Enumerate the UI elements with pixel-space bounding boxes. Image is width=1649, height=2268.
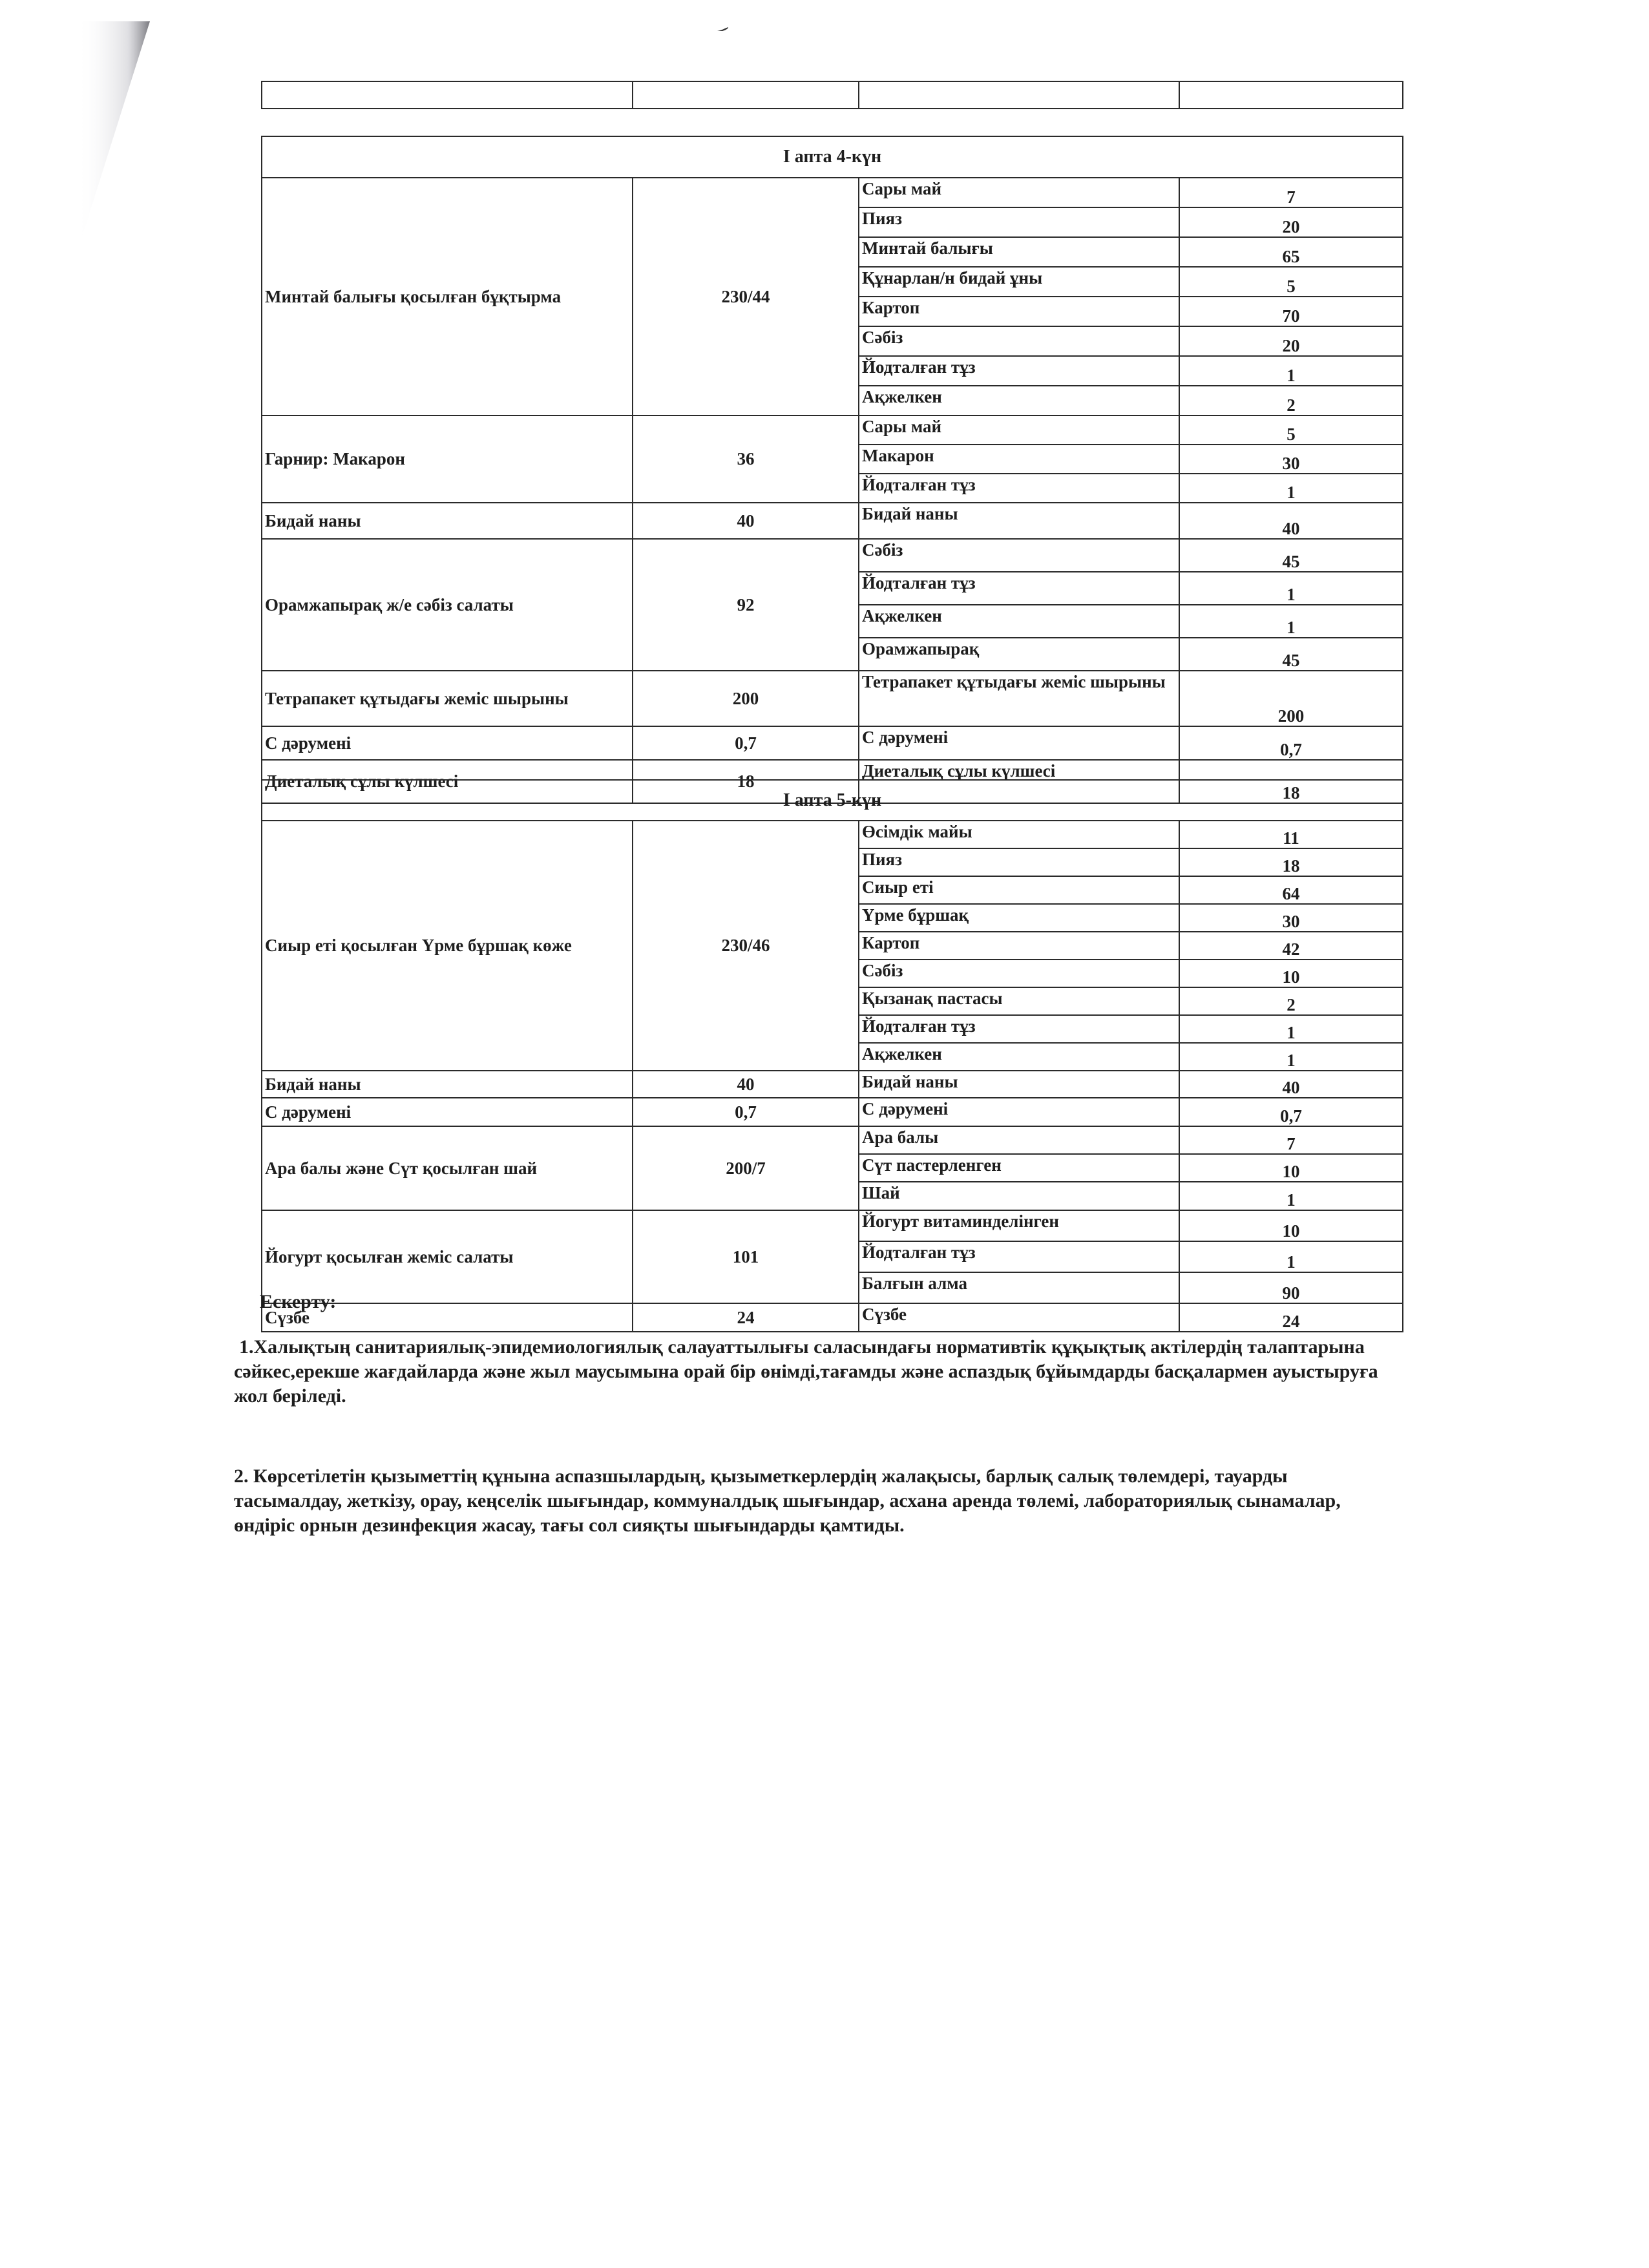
ingredient-name: Тетрапакет құтыдағы жеміс шырыны [859, 671, 1179, 726]
ingredient-qty: 18 [1179, 760, 1403, 803]
ingredient-qty: 10 [1179, 960, 1403, 987]
ingredient-name: Диеталық сұлы күлшесі [859, 760, 1179, 803]
ingredient-qty: 1 [1179, 356, 1403, 386]
ingredient-name: Йодталған тұз [859, 1241, 1179, 1272]
ingredient-qty: 0,7 [1179, 1098, 1403, 1126]
note-item-1: 1.Халықтың санитариялық-эпидемиологиялық салауаттылығы саласындағы нормативтік құқықтық актілердің талаптарына сәйкес,ерекше жағдайларда және жыл маусымына орай бір өнімді,тағамды және аспаздық бұйымдарды басқалармен ауыстыруға жол беріледі. [234, 1336, 1378, 1407]
ingredient-qty: 65 [1179, 237, 1403, 267]
ingredient-name: Ақжелкен [859, 386, 1179, 415]
dish-name: Диеталық сұлы күлшесі [262, 760, 633, 803]
ingredient-name: Балғын алма [859, 1272, 1179, 1303]
ingredient-qty: 10 [1179, 1154, 1403, 1182]
ingredient-qty: 200 [1179, 671, 1403, 726]
dish-portion: 92 [633, 539, 859, 671]
dish-name: С дәрумені [262, 1098, 633, 1126]
dish-name: С дәрумені [262, 726, 633, 760]
dish-portion: 200 [633, 671, 859, 726]
dish-portion: 0,7 [633, 726, 859, 760]
dish-portion: 230/46 [633, 821, 859, 1071]
ingredient-qty: 5 [1179, 415, 1403, 445]
ingredient-name: С дәрумені [859, 726, 1179, 760]
dish-portion: 24 [633, 1303, 859, 1332]
ingredient-name: Өсімдік майы [859, 821, 1179, 848]
dish-portion: 0,7 [633, 1098, 859, 1126]
empty-cell [1179, 81, 1403, 109]
day-header-row [262, 780, 1403, 821]
dish-portion: 18 [633, 760, 859, 803]
empty-cell [859, 81, 1179, 109]
ingredient-qty: 18 [1179, 848, 1403, 876]
ingredient-name: Минтай балығы [859, 237, 1179, 267]
day-title: I апта 4-күн [262, 136, 1403, 178]
dish-name: Тетрапакет құтыдағы жеміс шырыны [262, 671, 633, 726]
dish-portion: 200/7 [633, 1126, 859, 1210]
ingredient-name: Картоп [859, 297, 1179, 326]
ingredient-qty: 11 [1179, 821, 1403, 848]
ingredient-row [262, 1126, 1403, 1154]
ingredient-name: Сүзбе [859, 1303, 1179, 1332]
note-item-2: 2. Көрсетілетін қызыметтің құнына аспазшылардың, қызыметкерлердің жалақысы, барлық салық төлемдері, тауарды тасымалдау, жеткізу, орау, кеңселік шығындар, коммуналдық шығындар, асхана аренда төлемі, лабораториялық сынамалар, өндіріс орнын дезинфекция жасау, тағы сол сияқты шығындарды қамтиды. [234, 1465, 1341, 1536]
dish-name: Сүзбе [262, 1303, 633, 1332]
ingredient-name: Ақжелкен [859, 605, 1179, 638]
ingredient-name: Ара балы [859, 1126, 1179, 1154]
ingredient-qty: 40 [1179, 1071, 1403, 1098]
ingredient-name: Йодталған тұз [859, 356, 1179, 386]
ingredient-qty: 20 [1179, 207, 1403, 237]
ink-speck [716, 26, 730, 32]
ingredient-row [262, 671, 1403, 726]
ingredient-name: С дәрумені [859, 1098, 1179, 1126]
ingredient-qty: 1 [1179, 1043, 1403, 1071]
ingredient-name: Сәбіз [859, 326, 1179, 356]
ingredient-row [262, 415, 1403, 445]
ingredient-qty: 1 [1179, 572, 1403, 605]
previous-table-tail [261, 81, 1403, 109]
ingredient-name: Бидай наны [859, 1071, 1179, 1098]
empty-cell [262, 81, 633, 109]
ingredient-name: Сәбіз [859, 539, 1179, 572]
dish-portion: 40 [633, 1071, 859, 1098]
ingredient-name: Сәбіз [859, 960, 1179, 987]
ingredient-row [262, 503, 1403, 539]
ingredient-qty: 2 [1179, 987, 1403, 1015]
ingredient-name: Сүт пастерленген [859, 1154, 1179, 1182]
empty-cell [633, 81, 859, 109]
ingredient-qty: 30 [1179, 445, 1403, 474]
ingredient-qty: 30 [1179, 904, 1403, 932]
ingredient-qty: 0,7 [1179, 726, 1403, 760]
ingredient-name: Бидай наны [859, 503, 1179, 539]
ingredient-name: Орамжапырақ [859, 638, 1179, 671]
ingredient-name: Сары май [859, 415, 1179, 445]
dish-name: Бидай наны [262, 503, 633, 539]
ingredient-name: Йодталған тұз [859, 474, 1179, 503]
ingredient-name: Шай [859, 1182, 1179, 1210]
dish-name: Сиыр еті қосылған Үрме бұршақ көже [262, 821, 633, 1071]
ingredient-qty: 42 [1179, 932, 1403, 960]
menu-table-day4 [261, 136, 1403, 804]
ingredient-row [262, 539, 1403, 572]
dish-portion: 101 [633, 1210, 859, 1303]
ingredient-name: Йодталған тұз [859, 1015, 1179, 1043]
ingredient-row [262, 1210, 1403, 1241]
menu-table-day5 [261, 779, 1403, 1332]
day-title: I апта 5-күн [262, 780, 1403, 821]
ingredient-qty: 1 [1179, 1241, 1403, 1272]
empty-row [262, 81, 1403, 109]
dish-name: Бидай наны [262, 1071, 633, 1098]
ingredient-qty: 7 [1179, 178, 1403, 207]
ingredient-name: Құнарлан/н бидай ұны [859, 267, 1179, 297]
dish-name: Минтай балығы қосылған бұқтырма [262, 178, 633, 415]
ingredient-row [262, 178, 1403, 207]
dish-name: Йогурт қосылған жеміс салаты [262, 1210, 633, 1303]
ingredient-name: Ақжелкен [859, 1043, 1179, 1071]
ingredient-qty: 40 [1179, 503, 1403, 539]
ingredient-qty: 70 [1179, 297, 1403, 326]
ingredient-row [262, 1098, 1403, 1126]
dish-name: Гарнир: Макарон [262, 415, 633, 503]
ingredient-row [262, 1303, 1403, 1332]
ingredient-row [262, 1071, 1403, 1098]
ingredient-qty: 10 [1179, 1210, 1403, 1241]
ingredient-row [262, 821, 1403, 848]
ingredient-name: Сары май [859, 178, 1179, 207]
ingredient-qty: 64 [1179, 876, 1403, 904]
ingredient-qty: 1 [1179, 474, 1403, 503]
ingredient-qty: 1 [1179, 1182, 1403, 1210]
ingredient-name: Йодталған тұз [859, 572, 1179, 605]
ingredient-name: Қызанақ пастасы [859, 987, 1179, 1015]
dish-portion: 40 [633, 503, 859, 539]
ingredient-qty: 20 [1179, 326, 1403, 356]
ingredient-qty: 90 [1179, 1272, 1403, 1303]
ingredient-qty: 45 [1179, 638, 1403, 671]
ingredient-qty: 1 [1179, 1015, 1403, 1043]
scan-shadow-artifact [39, 19, 194, 252]
day-header-row [262, 136, 1403, 178]
ingredient-row [262, 726, 1403, 760]
ingredient-name: Йогурт витаминделінген [859, 1210, 1179, 1241]
ingredient-name: Сиыр еті [859, 876, 1179, 904]
ingredient-name: Макарон [859, 445, 1179, 474]
ingredient-name: Пияз [859, 848, 1179, 876]
ingredient-qty: 45 [1179, 539, 1403, 572]
ingredient-qty: 5 [1179, 267, 1403, 297]
ingredient-qty: 1 [1179, 605, 1403, 638]
ingredient-qty: 24 [1179, 1303, 1403, 1332]
ingredient-qty: 7 [1179, 1126, 1403, 1154]
dish-portion: 230/44 [633, 178, 859, 415]
dish-name: Ара балы және Сүт қосылған шай [262, 1126, 633, 1210]
ingredient-qty: 2 [1179, 386, 1403, 415]
dish-portion: 36 [633, 415, 859, 503]
ingredient-name: Картоп [859, 932, 1179, 960]
notes-label: Ескерту: [260, 1291, 337, 1312]
ingredient-name: Пияз [859, 207, 1179, 237]
ingredient-name: Үрме бұршақ [859, 904, 1179, 932]
dish-name: Орамжапырақ ж/е сәбіз салаты [262, 539, 633, 671]
